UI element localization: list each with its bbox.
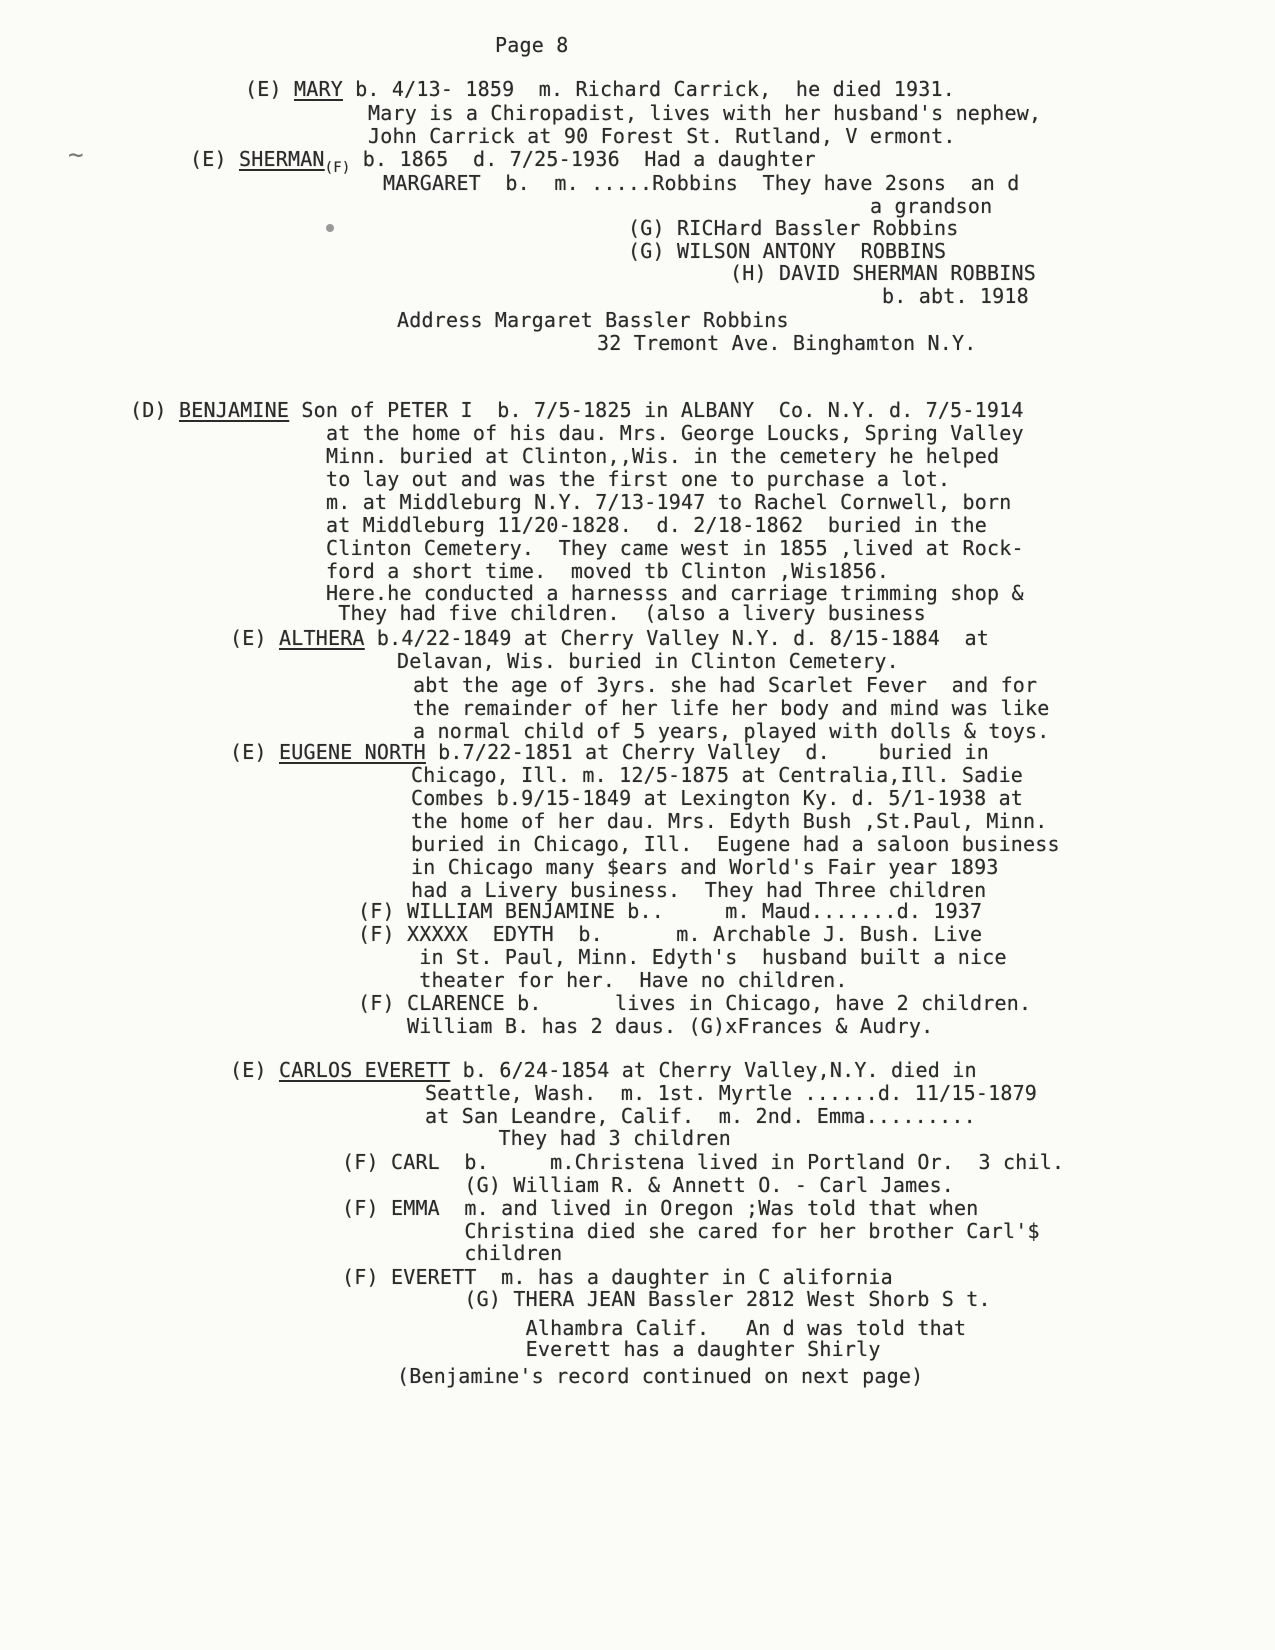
entry-line: abt the age of 3yrs. she had Scarlet Fever and for [413,673,1038,697]
child-line: (G) THERA JEAN Bassler 2812 West Shorb S t. [342,1287,991,1311]
entry-text: b. 4/13- 1859 m. Richard Carrick, he died 1931. [342,77,956,101]
mary-entry [245,77,955,101]
person-name: SHERMAN [238,147,325,171]
stray-mark: ~ [68,140,84,170]
entry-line: a grandson [870,194,993,218]
grandchild-birth: b. abt. 1918 [882,284,1029,308]
entry-line: the home of her dau. Mrs. Edyth Bush ,St.Paul, Minn. [411,809,1048,833]
gen-marker: (E) [230,626,267,650]
person-name: CARLOS EVERETT [278,1058,451,1082]
entry-line: Clinton Cemetery. They came west in 1855 ,lived at Rock- [326,536,1024,560]
entry-line: in Chicago many $ears and World's Fair year 1893 [411,855,999,879]
child-line: (G) William R. & Annett O. - Carl James. [342,1173,955,1197]
address-line: Address Margaret Bassler Robbins [397,308,789,332]
entry-line: m. at Middleburg N.Y. 7/13-1947 to Rachel Cornwell, born [326,490,1012,514]
person-name: BENJAMINE [178,398,290,422]
entry-text: b. 1865 d. 7/25-1936 Had a daughter [350,147,816,171]
address-line: 32 Tremont Ave. Binghamton N.Y. [597,331,977,355]
entry-text: b.4/22-1849 at Cherry Valley N.Y. d. 8/15-1884 at [364,626,989,650]
gen-marker: (E) [190,147,227,171]
child-line: (F) EMMA m. and lived in Oregon ;Was told that when [342,1196,979,1220]
person-name: MARY [293,77,343,101]
child-line: (G) RICHard Bassler Robbins [628,216,959,240]
entry-text: b. 6/24-1854 at Cherry Valley,N.Y. died in [450,1058,977,1082]
entry-line: Minn. buried at Clinton,,Wis. in the cemetery he helped [326,444,1000,468]
entry-line: to lay out and was the first one to purchase a lot. [326,467,951,491]
entry-text: b.7/22-1851 at Cherry Valley d. buried in [425,740,989,764]
entry-line: They had five children. (also a livery business [326,601,926,625]
gen-marker: (E) [230,740,267,764]
child-line: (F) EVERETT m. has a daughter in C alifornia [342,1265,893,1289]
entry-line: Delavan, Wis. buried in Clinton Cemetery. [397,649,899,673]
entry-line: John Carrick at 90 Forest St. Rutland, V ermont. [368,124,956,148]
child-line: Everett has a daughter Shirly [342,1337,881,1361]
benjamine-entry [130,398,1024,422]
althera-entry [230,626,989,650]
page-number: Page 8 [495,33,569,57]
continued-note: (Benjamine's record continued on next page) [397,1364,924,1388]
child-line: (F) WILLIAM BENJAMINE b.. m. Maud.......d. 1937 [358,899,983,923]
eugene-entry [230,740,989,764]
entry-line: Here.he conducted a harnesss and carriage trimming shop & [326,581,1024,605]
child-line: in St. Paul, Minn. Edyth's husband built a nice [358,945,1007,969]
entry-line: Mary is a Chiropadist, lives with her husband's nephew, [368,101,1042,125]
ink-dot [326,224,334,232]
child-line: (F) CARL b. m.Christena lived in Portland Or. 3 chil. [342,1150,1065,1174]
child-line: Christina died she cared for her brother Carl'$ [342,1219,1040,1243]
entry-line: They had 3 children [425,1126,732,1150]
entry-line: at the home of his dau. Mrs. George Loucks, Spring Valley [326,421,1024,445]
gen-marker: (E) [230,1058,267,1082]
sherman-entry [190,147,816,174]
entry-text: Son of PETER I b. 7/5-1825 in ALBANY Co. N.Y. d. 7/5-1914 [289,398,1024,422]
person-name: EUGENE NORTH [278,740,426,764]
child-line: (F) XXXXX EDYTH b. m. Archable J. Bush. Live [358,922,983,946]
person-name: ALTHERA [278,626,365,650]
entry-line: had a Livery business. They had Three children [411,878,987,902]
gen-marker: (E) [245,77,282,101]
child-line: children [342,1241,563,1265]
entry-line: Chicago, Ill. m. 12/5-1875 at Centralia,Ill. Sadie [411,763,1024,787]
gen-marker: (D) [130,398,167,422]
child-line: Alhambra Calif. An d was told that [342,1316,967,1340]
entry-line: Seattle, Wash. m. 1st. Myrtle ......d. 11/15-1879 [425,1081,1038,1105]
child-line: (G) WILSON ANTONY ROBBINS [628,239,947,263]
child-line: William B. has 2 daus. (G)xFrances & Audry. [358,1014,934,1038]
child-line: theater for her. Have no children. [358,968,848,992]
entry-line: the remainder of her life her body and mind was like [413,696,1050,720]
carlos-entry [230,1058,977,1082]
entry-line: at San Leandre, Calif. m. 2nd. Emma......... [425,1104,976,1128]
entry-line: a normal child of 5 years, played with dolls & toys. [413,719,1050,743]
entry-line: buried in Chicago, Ill. Eugene had a saloon business [411,832,1060,856]
entry-line: ford a short time. moved tb Clinton ,Wis1856. [326,559,890,583]
grandchild-line: (H) DAVID SHERMAN ROBBINS [730,261,1037,285]
entry-line: MARGARET b. m. .....Robbins They have 2sons an d [383,171,1020,195]
child-line: (F) CLARENCE b. lives in Chicago, have 2 children. [358,991,1032,1015]
gen-marker: (F) [324,160,351,176]
entry-line: at Middleburg 11/20-1828. d. 2/18-1862 buried in the [326,513,988,537]
entry-line: Combes b.9/15-1849 at Lexington Ky. d. 5/1-1938 at [411,786,1024,810]
